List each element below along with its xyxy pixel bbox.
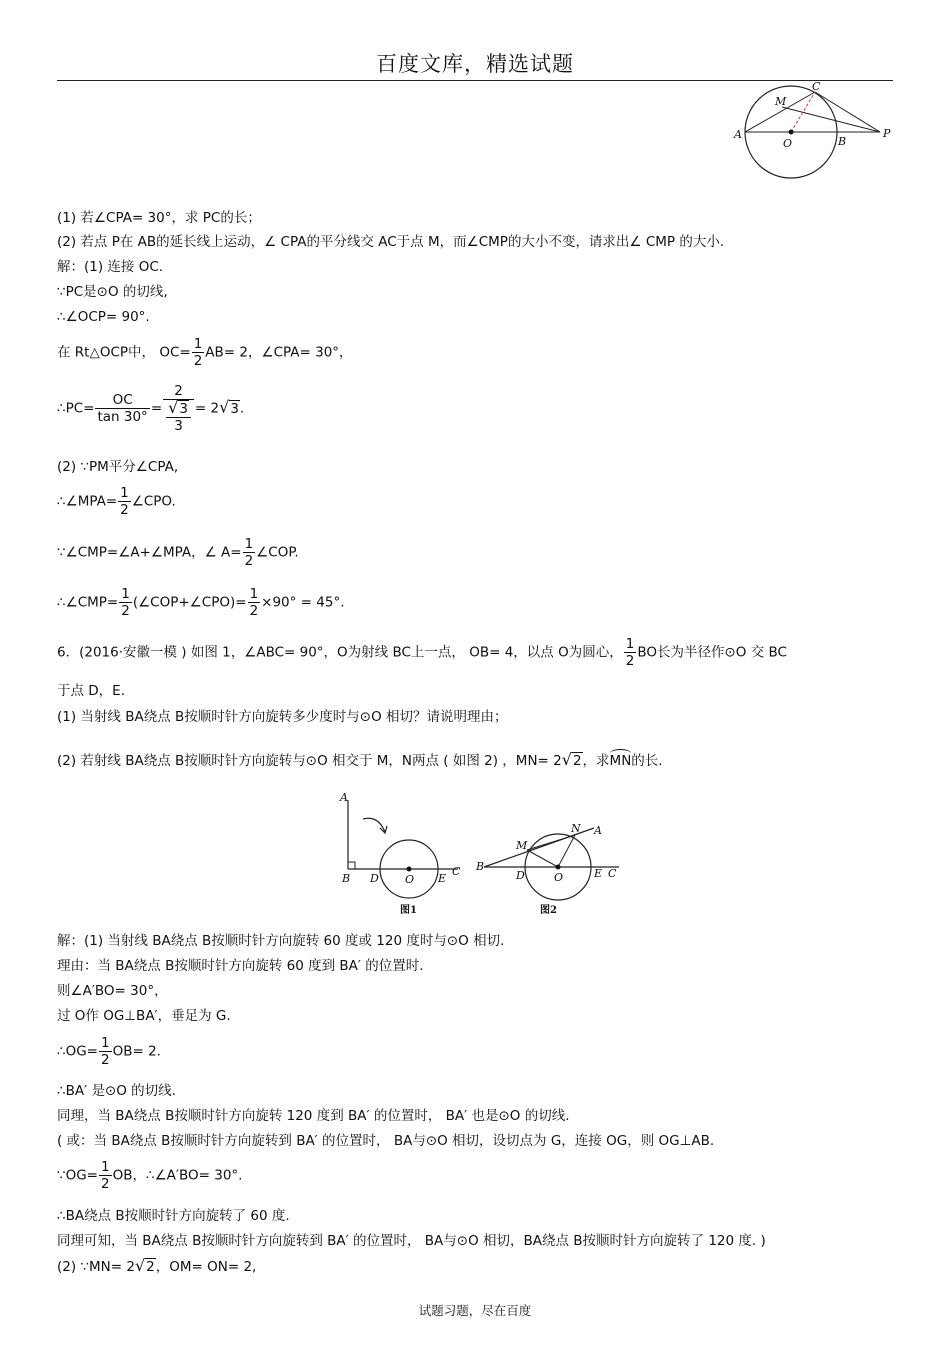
segment-mp [782, 107, 880, 132]
label-c: C [812, 80, 821, 93]
fraction [118, 485, 131, 518]
answer-line-5 [57, 1035, 161, 1068]
equals-sign: = [150, 400, 163, 417]
label-e: E [594, 867, 603, 880]
fraction-denominator: 2 [101, 1052, 110, 1068]
fraction-denominator: 2 [120, 502, 129, 518]
segment-cp [815, 92, 880, 132]
sqrt-icon: √ [134, 1256, 146, 1275]
nested-numerator [166, 400, 191, 418]
text-segment: ∠COP. [256, 544, 299, 561]
text-segment: ∴OG= [57, 1043, 98, 1060]
text-segment: ∴∠MPA= [57, 493, 118, 510]
text-segment: AB= 2，∠CPA= 30°， [205, 344, 353, 361]
label-c: C [452, 865, 461, 878]
segment-om [527, 850, 558, 867]
nested-fraction [166, 400, 191, 434]
label-c: C [608, 867, 617, 880]
sqrt-icon: √ [561, 750, 572, 769]
problem-6-question-1: (1) 当射线 BA绕点 B按顺时针方向旋转多少度时与⊙O 相切？请说明理由； [57, 709, 508, 725]
arc-mn-label: MN [609, 753, 632, 769]
center-dot [789, 130, 794, 135]
solution-line-1: 解：(1) 连接 OC. [57, 259, 164, 275]
label-m: M [516, 839, 528, 852]
answer-line-4: 过 O作 OG⊥BA′，垂足为 G. [57, 1008, 231, 1024]
page-header-title: 百度文库，精选试题 [376, 52, 574, 76]
text-segment: 6．(2016·安徽一模 ) 如图 1，∠ABC= 90°，O为射线 BC上一点， OB= 4，以点 O为圆心， [57, 644, 623, 661]
radicand: 3 [179, 401, 188, 417]
text-segment: ，OM= ON= 2, [155, 1259, 257, 1275]
fraction [192, 336, 205, 369]
text-segment: = 2 [194, 400, 220, 417]
label-o: O [783, 137, 793, 150]
radicand: 3 [230, 400, 239, 417]
text-segment: (∠COP+∠CPO)= [132, 594, 247, 611]
label-b: B [838, 135, 847, 148]
text-segment: ∴∠CMP= [57, 594, 119, 611]
text-segment: ∴PC= [57, 400, 95, 417]
fraction-denominator: 2 [249, 603, 259, 619]
fraction [99, 1159, 112, 1192]
center-dot [407, 867, 412, 872]
fraction-numerator: 1 [120, 485, 129, 501]
answer-line-6: ∴BA′ 是⊙O 的切线. [57, 1083, 176, 1099]
answer-line-2: 理由：当 BA绕点 B按顺时针方向旋转 60 度到 BA′ 的位置时. [57, 958, 424, 974]
fraction-numerator: 2 [163, 383, 194, 400]
text-segment: OB，∴∠A′BO= 30°. [112, 1167, 243, 1184]
fraction-denominator [163, 400, 194, 434]
center-dot [556, 865, 561, 870]
solution-line-9 [57, 586, 345, 619]
label-m: M [775, 95, 787, 108]
solution-line-8 [57, 536, 299, 569]
label-e: E [438, 872, 447, 885]
fraction-denominator: 2 [625, 653, 635, 669]
text-segment: ×90° = 45°. [261, 594, 345, 611]
radicand: 2 [572, 753, 582, 769]
fraction-numerator: 1 [193, 336, 203, 352]
label-n: N [571, 822, 581, 835]
label-b: B [342, 872, 351, 885]
problem-6-line-2: 于点 D，E. [57, 683, 126, 699]
solution-line-2: ∵PC是⊙O 的切线, [57, 284, 168, 300]
label-a: A [734, 128, 742, 141]
fraction-denominator: 2 [121, 603, 130, 619]
label-d: D [370, 872, 379, 885]
answer-line-8: ( 或：当 BA绕点 B按顺时针方向旋转到 BA′ 的位置时， BA与⊙O 相切，设切点为 G，连接 OG，则 OG⊥AB. [57, 1133, 715, 1149]
fraction [243, 536, 256, 569]
page-footer: 试题习题，尽在百度 [418, 1303, 532, 1318]
caption-fig2: 图2 [540, 905, 557, 916]
nested-denominator: 3 [174, 418, 183, 434]
fraction [248, 586, 261, 619]
text-segment: (2) ∵MN= 2 [57, 1259, 135, 1275]
answer-line-9 [57, 1159, 242, 1192]
text-segment: 的长. [631, 753, 663, 769]
sqrt-icon: √ [168, 398, 179, 417]
answer-line-11: 同理可知，当 BA绕点 B按顺时针方向旋转到 BA′ 的位置时， BA与⊙O 相切，BA绕点 B按顺时针方向旋转了 120 度. ) [57, 1233, 766, 1249]
fraction-numerator: 1 [249, 586, 259, 602]
answer-line-7: 同理，当 BA绕点 B按顺时针方向旋转 120 度到 BA′ 的位置时， BA′ 也是⊙O 的切线. [57, 1108, 570, 1124]
label-b: B [476, 860, 485, 873]
fraction [99, 1035, 112, 1068]
text-segment: ，求 [582, 753, 610, 769]
fraction-numerator: 1 [101, 1159, 110, 1175]
text-segment: 在 Rt△OCP中， OC= [57, 344, 191, 361]
label-p: P [883, 127, 891, 140]
label-a: A [340, 791, 348, 804]
problem-6-line-1 [57, 636, 787, 669]
answer-line-12 [57, 1258, 256, 1275]
text-segment: ∵OG= [57, 1167, 98, 1184]
sqrt-icon: √ [219, 397, 230, 417]
solution-line-6: (2) ∵PM平分∠CPA, [57, 459, 179, 475]
label-a: A [594, 824, 602, 837]
text-segment: . [239, 400, 245, 417]
answer-line-3: 则∠A′BO= 30°， [57, 983, 168, 999]
fraction-denominator: tan 30° [97, 409, 148, 425]
fraction-numerator: 1 [625, 636, 635, 652]
fraction [119, 586, 132, 619]
question-2: (2) 若点 P在 AB的延长线上运动，∠ CPA的平分线交 AC于点 M，而∠CMP的大小不变，请求出∠ CMP 的大小. [57, 234, 725, 250]
problem-6-question-2 [57, 752, 663, 769]
label-o: O [554, 871, 564, 884]
fraction [624, 636, 637, 669]
figure-2 [472, 815, 627, 920]
answer-line-10: ∴BA绕点 B按顺时针方向旋转了 60 度. [57, 1208, 290, 1224]
fraction-numerator: 1 [244, 536, 254, 552]
caption-fig1: 图1 [400, 905, 417, 916]
label-o: O [405, 873, 415, 886]
solution-line-3: ∴∠OCP= 90°. [57, 309, 150, 325]
fraction-numerator: 1 [101, 1035, 110, 1051]
fraction-denominator: 2 [193, 353, 203, 369]
answer-line-1: 解：(1) 当射线 BA绕点 B按顺时针方向旋转 60 度或 120 度时与⊙O 相切. [57, 933, 505, 949]
solution-line-5 [57, 383, 244, 434]
figure-circle-tangent [728, 80, 898, 185]
radicand: 2 [146, 1259, 155, 1275]
text-segment: ∵∠CMP=∠A+∠MPA，∠ A= [57, 544, 242, 561]
text-segment: OB= 2. [112, 1043, 161, 1060]
fraction-denominator: 2 [101, 1176, 110, 1192]
fraction-numerator: OC [95, 392, 149, 409]
fraction-denominator: 2 [244, 553, 254, 569]
question-1: (1) 若∠CPA= 30°，求 PC的长； [57, 210, 261, 226]
text-segment: (2) 若射线 BA绕点 B按顺时针方向旋转与⊙O 相交于 M，N两点 ( 如图 2) ，MN= 2 [57, 753, 562, 769]
text-segment: ∠CPO. [131, 493, 176, 510]
fraction-numerator: 1 [121, 586, 130, 602]
fraction [163, 383, 194, 434]
text-segment: BO长为半径作⊙O 交 BC [637, 644, 787, 661]
solution-line-7 [57, 485, 176, 518]
label-d: D [516, 869, 525, 882]
solution-line-4 [57, 336, 353, 369]
right-angle-mark [348, 862, 355, 869]
figure-1 [330, 785, 465, 920]
fraction [95, 392, 149, 425]
